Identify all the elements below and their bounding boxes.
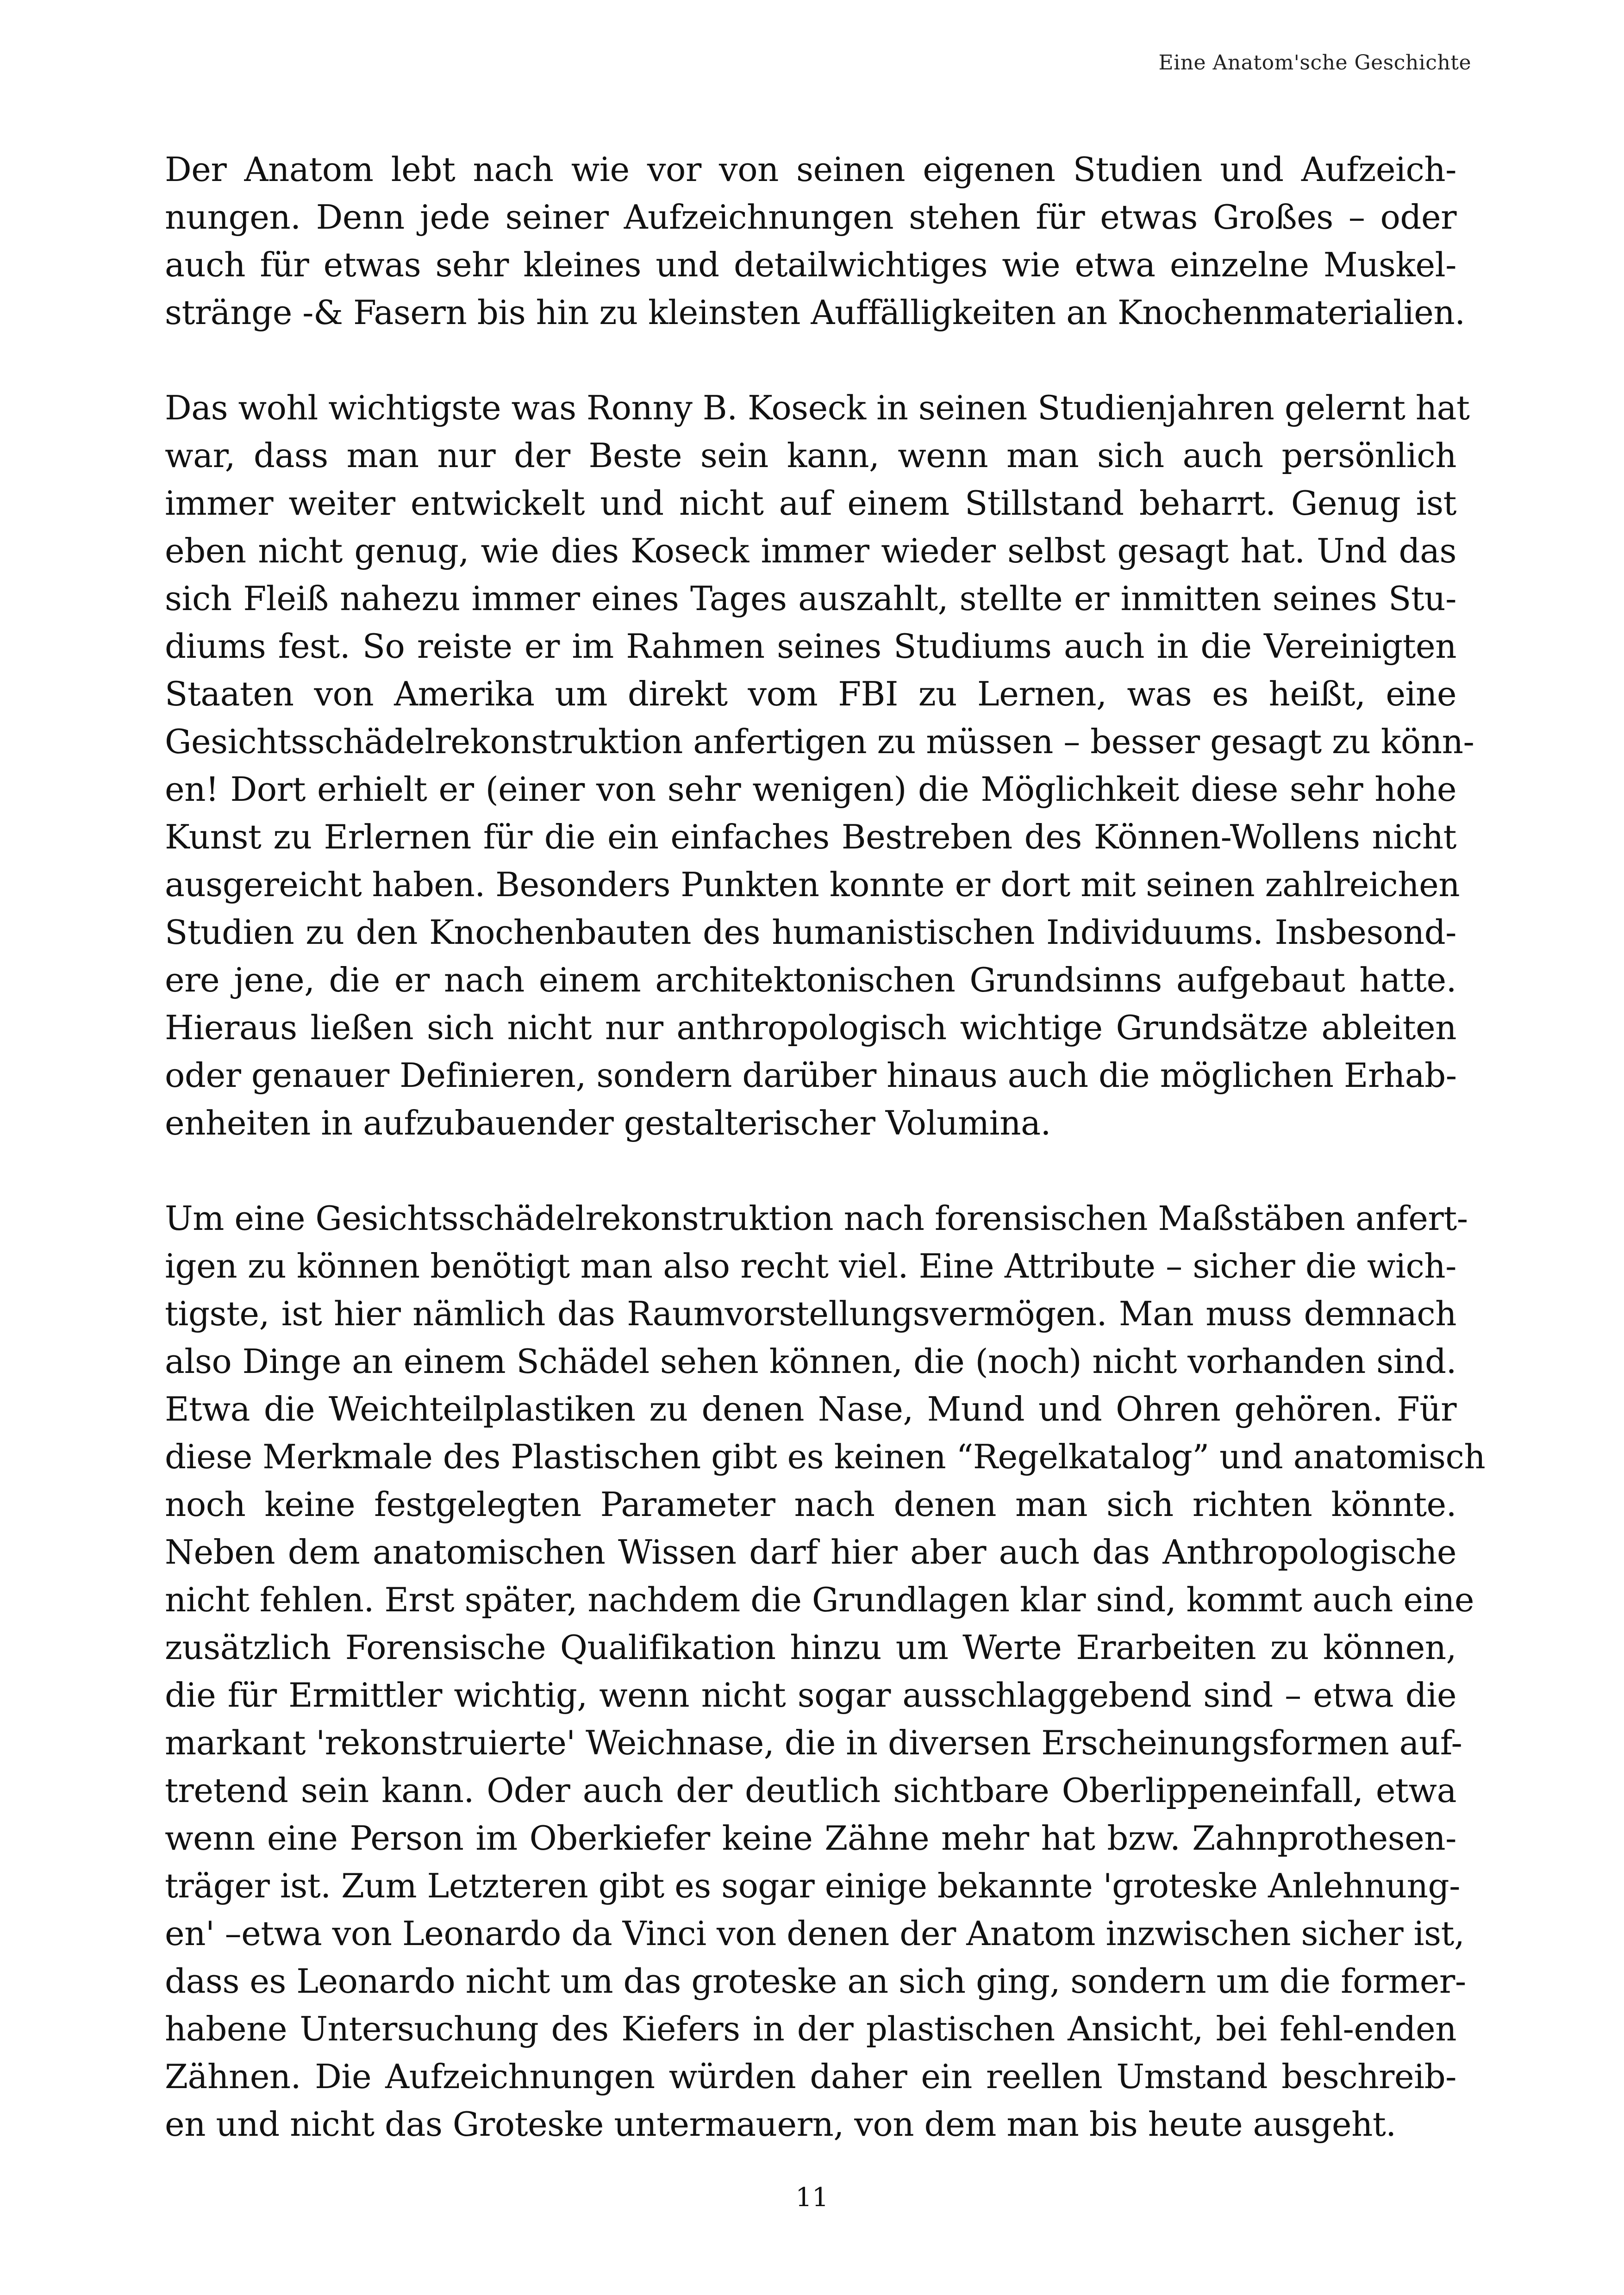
text-line: Um eine Gesichtsschädelrekonstruktion nach forensischen Maßstäben anfert-: [165, 1199, 1468, 1238]
text-line: also Dinge an einem Schädel sehen können, die (noch) nicht vorhanden sind.: [165, 1342, 1456, 1381]
paragraph-gap: [165, 1147, 1456, 1195]
text-line: Studien zu den Knochenbauten des humanistischen Individuums. Insbesond-: [165, 913, 1456, 952]
text-line: en und nicht das Groteske untermauern, von dem man bis heute ausgeht.: [165, 2105, 1396, 2144]
text-line: noch keine festgelegten Parameter nach denen man sich richten könnte.: [165, 1485, 1456, 1524]
paragraph-gap: [165, 337, 1456, 384]
text-line: sich Fleiß nahezu immer eines Tages auszahlt, stellte er inmitten seines Stu-: [165, 579, 1456, 618]
text-line: ausgereicht haben. Besonders Punkten konnte er dort mit seinen zahlreichen: [165, 865, 1460, 904]
running-header: Eine Anatom'sche Geschichte: [1158, 51, 1471, 75]
text-line: nicht fehlen. Erst später, nachdem die Grundlagen klar sind, kommt auch eine: [165, 1580, 1474, 1619]
paragraph-1: [165, 146, 1465, 337]
page-number: 11: [795, 2183, 829, 2213]
paragraph-3: [165, 1195, 1486, 2148]
text-line: enheiten in aufzubauender gestalterischer Volumina.: [165, 1104, 1051, 1142]
text-line: Neben dem anatomischen Wissen darf hier aber auch das Anthropologische: [165, 1533, 1456, 1572]
text-line: en! Dort erhielt er (einer von sehr wenigen) die Möglichkeit diese sehr hohe: [165, 770, 1456, 809]
text-line: immer weiter entwickelt und nicht auf einem Stillstand beharrt. Genug ist: [165, 484, 1456, 523]
text-line: Etwa die Weichteilplastiken zu denen Nase, Mund und Ohren gehören. Für: [165, 1390, 1456, 1428]
text-line: war, dass man nur der Beste sein kann, wenn man sich auch persönlich: [165, 436, 1456, 475]
text-line: Hieraus ließen sich nicht nur anthropologisch wichtige Grundsätze ableiten: [165, 1008, 1456, 1047]
text-line: Zähnen. Die Aufzeichnungen würden daher ein reellen Umstand beschreib-: [165, 2057, 1456, 2096]
text-line: markant 'rekonstruierte' Weichnase, die in diversen Erscheinungsformen auf-: [165, 1723, 1462, 1762]
text-line: Kunst zu Erlernen für die ein einfaches Bestreben des Können-Wollens nicht: [165, 817, 1456, 856]
text-line: dass es Leonardo nicht um das groteske an sich ging, sondern um die former-: [165, 1962, 1466, 2001]
text-line: diums fest. So reiste er im Rahmen seines Studiums auch in die Vereinigten: [165, 627, 1456, 666]
text-line: wenn eine Person im Oberkiefer keine Zähne mehr hat bzw. Zahnprothesen-: [165, 1819, 1456, 1858]
text-line: Gesichtsschädelrekonstruktion anfertigen zu müssen – besser gesagt zu könn-: [165, 722, 1474, 761]
text-line: oder genauer Definieren, sondern darüber hinaus auch die möglichen Erhab-: [165, 1056, 1457, 1095]
text-line: eben nicht genug, wie dies Koseck immer wieder selbst gesagt hat. Und das: [165, 531, 1456, 570]
text-line: träger ist. Zum Letzteren gibt es sogar einige bekannte 'groteske Anlehnung-: [165, 1866, 1460, 1905]
text-line: nungen. Denn jede seiner Aufzeichnungen stehen für etwas Großes – oder: [165, 198, 1456, 237]
text-line: tigste, ist hier nämlich das Raumvorstellungsvermögen. Man muss demnach: [165, 1294, 1456, 1333]
text-line: diese Merkmale des Plastischen gibt es keinen “Regelkatalog” und anatomisch: [165, 1437, 1486, 1476]
text-line: auch für etwas sehr kleines und detailwichtiges wie etwa einzelne Muskel-: [165, 245, 1456, 284]
text-line: habene Untersuchung des Kiefers in der plastischen Ansicht, bei fehl-enden: [165, 2009, 1456, 2048]
text-line: igen zu können benötigt man also recht viel. Eine Attribute – sicher die wich-: [165, 1247, 1456, 1285]
text-line: Der Anatom lebt nach wie vor von seinen eigenen Studien und Aufzeich-: [165, 150, 1456, 189]
text-line: Staaten von Amerika um direkt vom FBI zu Lernen, was es heißt, eine: [165, 674, 1456, 713]
text-line: ere jene, die er nach einem architektonischen Grundsinns aufgebaut hatte.: [165, 960, 1456, 999]
text-line: Das wohl wichtigste was Ronny B. Koseck in seinen Studienjahren gelernt hat: [165, 388, 1470, 427]
text-line: en' –etwa von Leonardo da Vinci von denen der Anatom inzwischen sicher ist,: [165, 1914, 1465, 1953]
paragraph-2: [165, 384, 1474, 1147]
text-line: die für Ermittler wichtig, wenn nicht sogar ausschlaggebend sind – etwa die: [165, 1676, 1456, 1715]
text-line: tretend sein kann. Oder auch der deutlich sichtbare Oberlippeneinfall, etwa: [165, 1771, 1456, 1810]
text-line: zusätzlich Forensische Qualifikation hinzu um Werte Erarbeiten zu können,: [165, 1628, 1456, 1667]
text-line: stränge -& Fasern bis hin zu kleinsten Auffälligkeiten an Knochenmaterialien.: [165, 293, 1465, 332]
body-text: [165, 146, 1486, 2148]
